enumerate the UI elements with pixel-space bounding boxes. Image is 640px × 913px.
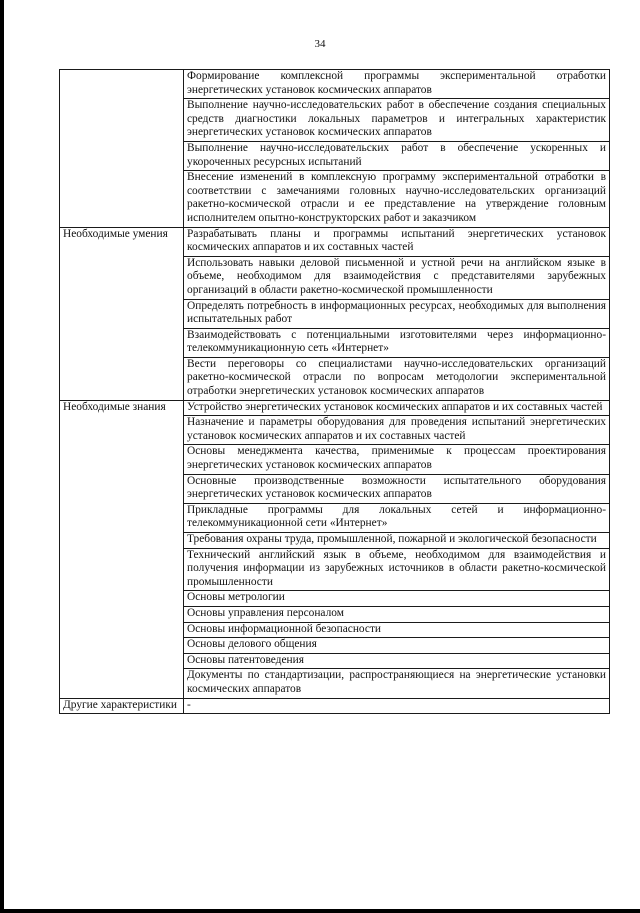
section-item-cell: Определять потребность в информационных ресурсах, необходимых для выполнения испытательных работ [184,299,610,328]
section-item-cell: Технический английский язык в объеме, необходимом для взаимодействия и получения информации из зарубежных источников в области ракетно-космической промышленности [184,548,610,591]
section-item-cell: Основы информационной безопасности [184,622,610,638]
section-item-cell: Использовать навыки деловой письменной и устной речи на английском языке в объеме, необходимом для взаимодействия с представителями зарубежных организаций в области ракетно-космической промышленности [184,256,610,299]
table-row [60,698,610,714]
section-item-cell: - [184,698,610,714]
section-item-cell: Устройство энергетических установок космических аппаратов и их составных частей [184,400,610,416]
section-item-cell: Основы метрологии [184,591,610,607]
section-item-cell: Выполнение научно-исследовательских работ в обеспечение ускоренных и укороченных ресурсных испытаний [184,141,610,170]
section-item-cell: Основы управления персоналом [184,606,610,622]
section-item-cell: Вести переговоры со специалистами научно-исследовательских организаций ракетно-космической отрасли по вопросам методологии экспериментальной отработки энергетических установок космических аппаратов [184,357,610,400]
requirements-table-body [60,70,610,714]
scan-edge-bottom [0,909,640,913]
section-label-cell: Другие характеристики [60,698,184,714]
page-number: 34 [314,38,326,50]
section-item-cell: Основы менеджмента качества, применимые к процессам проектирования энергетических установок космических аппаратов [184,445,610,474]
table-row [60,400,610,416]
section-item-cell: Основы патентоведения [184,653,610,669]
section-item-cell: Требования охраны труда, промышленной, пожарной и экологической безопасности [184,533,610,549]
section-item-cell: Основные производственные возможности испытательного оборудования энергетических установок космических аппаратов [184,474,610,503]
section-item-cell: Взаимодействовать с потенциальными изготовителями через информационно-телекоммуникационную сеть «Интернет» [184,328,610,357]
section-item-cell: Разрабатывать планы и программы испытаний энергетических установок космических аппаратов и их составных частей [184,227,610,256]
section-item-cell: Документы по стандартизации, распространяющиеся на энергетические установки космических аппаратов [184,669,610,698]
section-item-cell: Назначение и параметры оборудования для проведения испытаний энергетических установок космических аппаратов и их составных частей [184,416,610,445]
table-row [60,227,610,256]
section-label-cell: Необходимые знания [60,400,184,698]
requirements-table [59,69,610,714]
section-item-cell: Внесение изменений в комплексную программу экспериментальной отработки в соответствии с замечаниями головных научно-исследовательских организаций ракетно-космической отрасли и ее представление на утверждение головным исполнителем опытно-конструкторских работ и заказчиком [184,171,610,227]
scan-edge-left [0,0,4,913]
section-label-cell: Необходимые умения [60,227,184,400]
section-item-cell: Формирование комплексной программы экспериментальной отработки энергетических установок космических аппаратов [184,70,610,99]
table-row [60,70,610,99]
section-label-cell [60,70,184,228]
section-item-cell: Прикладные программы для локальных сетей и информационно-телекоммуникационной сети «Интернет» [184,503,610,532]
section-item-cell: Основы делового общения [184,638,610,654]
section-item-cell: Выполнение научно-исследовательских работ в обеспечение создания специальных средств диагностики локальных параметров и интегральных характеристик энергетических установок космических аппаратов [184,99,610,142]
